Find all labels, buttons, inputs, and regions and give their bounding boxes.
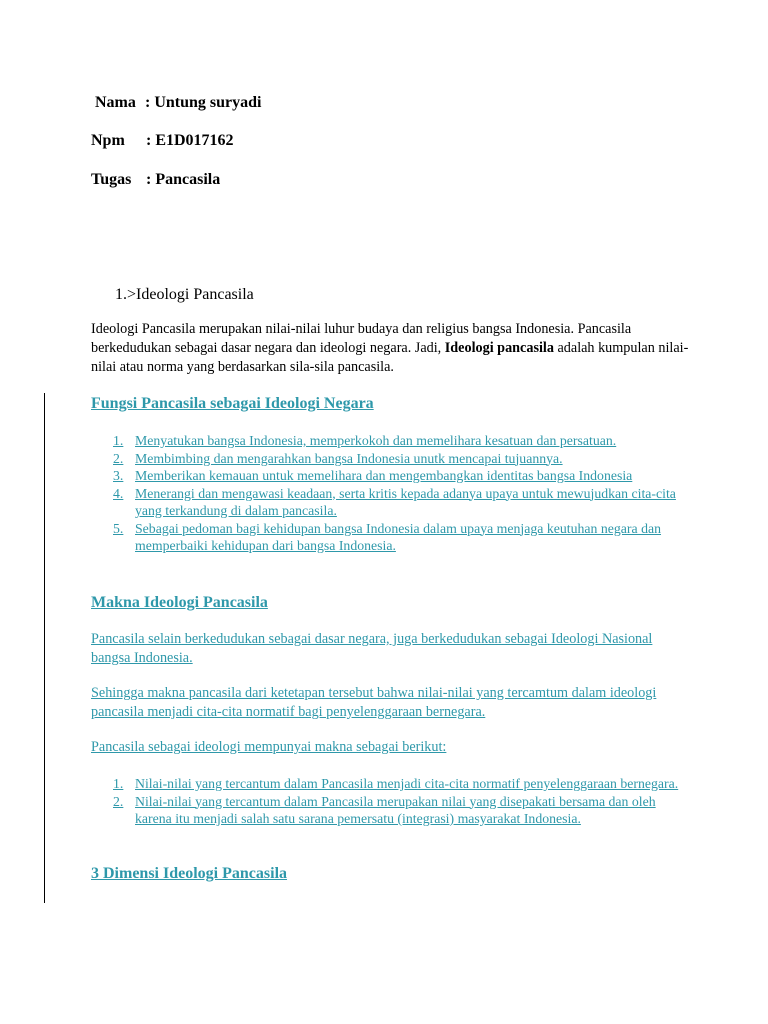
- npm-value: : E1D017162: [146, 132, 234, 149]
- list-number: 1.: [113, 433, 124, 448]
- makna-list: [0, 775, 680, 828]
- makna-paragraph-2[interactable]: Sehingga makna pancasila dari ketetapan tersebut bahwa nilai-nilai yang tercamtum dalam ideologi pancasila menjadi cita-cita normatif bagi penyelenggaraan bernegara.: [91, 685, 657, 720]
- makna-paragraph-3[interactable]: Pancasila sebagai ideologi mempunyai makna sebagai berikut:: [91, 739, 447, 755]
- list-item-text: Menyatukan bangsa Indonesia, memperkokoh dan memelihara kesatuan dan persatuan.: [135, 433, 617, 448]
- list-number: 4.: [113, 485, 124, 501]
- fungsi-list-item[interactable]: [0, 485, 680, 520]
- tugas-value: : Pancasila: [146, 171, 221, 188]
- section-title-ideologi: 1.>Ideologi Pancasila: [115, 286, 254, 303]
- makna-list-item[interactable]: [0, 775, 680, 793]
- fungsi-list-item[interactable]: [0, 432, 680, 450]
- list-number: 3.: [113, 468, 124, 483]
- list-number: 2.: [113, 450, 124, 466]
- npm-row: [91, 132, 234, 150]
- intro-paragraph: [91, 320, 691, 377]
- fungsi-list-item[interactable]: [0, 520, 680, 555]
- intro-text-part2: adalah kumpulan nilai-nilai atau norma yang berdasarkan sila-sila pancasila.: [91, 340, 689, 375]
- makna-paragraph-1[interactable]: Pancasila selain berkedudukan sebagai dasar negara, juga berkedudukan sebagai Ideologi Nasional bangsa Indonesia.: [91, 631, 653, 666]
- list-item-text: Membimbing dan mengarahkan bangsa Indonesia unutk mencapai tujuannya.: [135, 450, 563, 466]
- list-number: 1.: [113, 776, 124, 791]
- dimensi-heading-link[interactable]: 3 Dimensi Ideologi Pancasila: [91, 865, 288, 882]
- list-item-text: Nilai-nilai yang tercantum dalam Pancasila merupakan nilai yang disepakati bersama dan oleh karena itu menjadi salah satu sarana pemersatu (integrasi) masyarakat Indonesia.: [135, 793, 656, 826]
- nama-row: [95, 94, 262, 112]
- list-number: 5.: [113, 520, 124, 536]
- fungsi-list: [0, 432, 680, 555]
- fungsi-list-item[interactable]: [0, 450, 680, 468]
- list-item-text: Menerangi dan mengawasi keadaan, serta kritis kepada adanya upaya untuk mewujudkan cita-cita yang terkandung di dalam pancasila.: [135, 485, 676, 518]
- list-item-text: Sebagai pedoman bagi kehidupan bangsa Indonesia dalam upaya menjaga keutuhan negara dan memperbaiki kehidupan dari bangsa Indonesia.: [135, 520, 662, 553]
- fungsi-list-item[interactable]: [0, 467, 680, 485]
- makna-list-item[interactable]: [0, 793, 680, 828]
- list-number: 2.: [113, 793, 124, 809]
- nama-label: Nama: [95, 94, 136, 111]
- list-item-text: Nilai-nilai yang tercantum dalam Pancasila menjadi cita-cita normatif penyelenggaraan bernegara.: [135, 776, 679, 791]
- intro-text-part1: Ideologi Pancasila merupakan nilai-nilai luhur budaya dan religius bangsa Indonesia. Pancasila berkedudukan sebagai dasar negara dan ideologi negara. Jadi,: [91, 321, 632, 356]
- makna-heading-link[interactable]: Makna Ideologi Pancasila: [91, 594, 268, 611]
- nama-value: : Untung suryadi: [145, 94, 262, 111]
- fungsi-heading-link[interactable]: Fungsi Pancasila sebagai Ideologi Negara: [91, 395, 374, 412]
- intro-text-bold: Ideologi pancasila: [444, 340, 554, 356]
- tugas-label: Tugas: [91, 171, 132, 188]
- list-item-text: Memberikan kemauan untuk memelihara dan mengembangkan identitas bangsa Indonesia: [135, 468, 633, 483]
- tugas-row: [91, 171, 221, 189]
- npm-label: Npm: [91, 132, 125, 149]
